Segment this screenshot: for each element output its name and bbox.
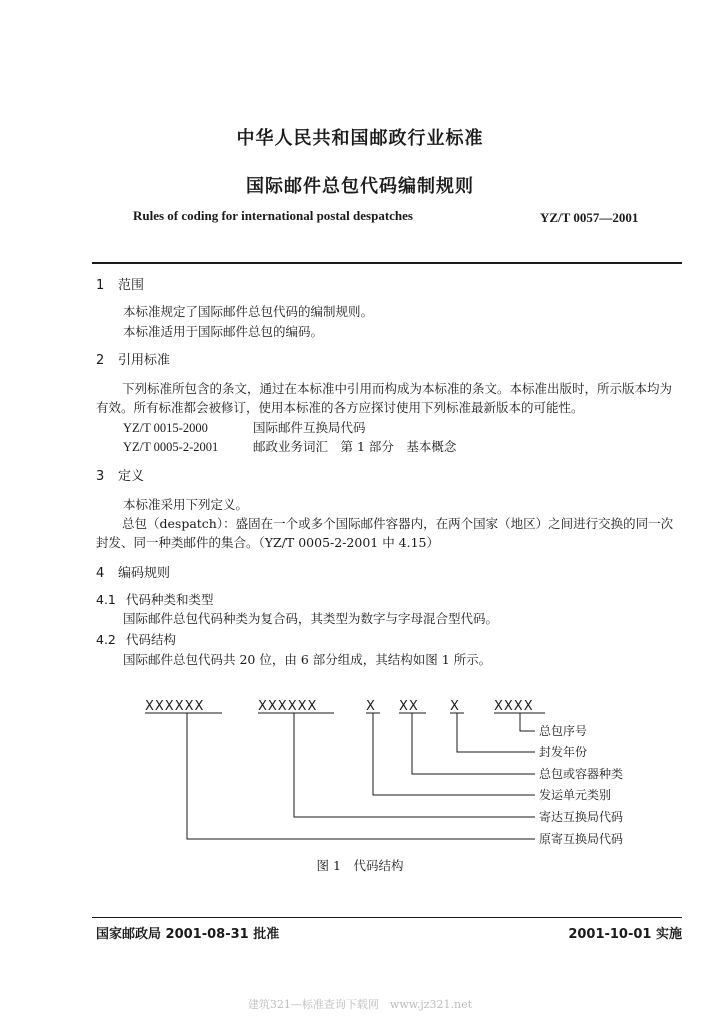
reference-item: [123, 437, 456, 457]
section-4-1-heading: [96, 590, 214, 608]
code-group: XX: [399, 699, 419, 714]
reference-item: [123, 418, 366, 438]
field-label: 发运单元类别: [539, 788, 612, 802]
section-number: 3: [96, 469, 105, 484]
reference-title: 邮政业务词汇 第 1 部分 基本概念: [253, 439, 457, 454]
field-label: 封发年份: [539, 745, 588, 759]
section-1-para-1: 本标准规定了国际邮件总包代码的编制规则。: [123, 304, 374, 319]
section-title: 编码规则: [118, 566, 171, 581]
figure-caption: 图 1 代码结构: [316, 858, 404, 873]
section-number: 1: [96, 278, 105, 293]
section-number: 2: [96, 353, 105, 368]
issuer-heading: 中华人民共和国邮政行业标准: [236, 128, 484, 149]
section-title: 引用标准: [118, 353, 171, 368]
implementation-date: 2001-10-01 实施: [568, 927, 682, 942]
reference-title: 国际邮件互换局代码: [253, 420, 366, 435]
header-rule: [92, 262, 682, 264]
field-label: 总包序号: [539, 724, 588, 738]
section-3-heading: [96, 465, 144, 484]
section-1-heading: [96, 274, 144, 293]
section-4-2-para: 国际邮件总包代码共 20 位，由 6 部分组成，其结构如图 1 所示。: [123, 652, 492, 667]
watermark: 建筑321—标准查询下载网 www.jz321.net: [247, 998, 473, 1011]
section-title: 代码种类和类型: [126, 592, 214, 607]
section-1-para-2: 本标准适用于国际邮件总包的编码。: [123, 324, 324, 339]
field-label: 寄达互换局代码: [539, 810, 624, 824]
leader-line: [187, 713, 535, 839]
section-title: 代码结构: [126, 632, 177, 647]
section-4-1-para: 国际邮件总包代码种类为复合码，其类型为数字与字母混合型代码。: [123, 611, 499, 626]
standard-number: YZ/T 0057—2001: [540, 210, 639, 225]
reference-code: YZ/T 0005-2-2001: [123, 440, 219, 454]
leader-line: [294, 713, 535, 817]
code-group: X: [366, 699, 376, 714]
section-2-heading: [96, 349, 170, 368]
section-4-2-heading: [96, 630, 176, 648]
section-3-para-2: 总包（despatch）：盛固在一个或多个国际邮件容器内，在两个国家（地区）之间进行交换的同一次封发、同一种类邮件的集合。（YZ/T 0005-2-2001 中 4.15）: [96, 516, 674, 550]
section-4-heading: [96, 562, 170, 581]
leader-line: [520, 713, 535, 731]
code-group: XXXX: [494, 699, 534, 714]
section-title: 定义: [118, 469, 145, 484]
code-group: XXXXXX: [145, 699, 205, 714]
section-2-para: 下列标准所包含的条文，通过在本标准中引用而构成为本标准的条文。本标准出版时，所示版本均为有效。所有标准都会被修订，使用本标准的各方应探讨使用下列标准最新版本的可能性。: [96, 381, 673, 415]
section-title: 范围: [118, 278, 145, 293]
leader-line: [412, 713, 535, 774]
section-number: 4.2: [96, 632, 116, 647]
section-number: 4: [96, 566, 105, 581]
code-group: X: [450, 699, 460, 714]
code-group: XXXXXX: [258, 699, 318, 714]
field-label: 总包或容器种类: [539, 767, 624, 781]
approval-date: 国家邮政局 2001-08-31 批准: [96, 927, 280, 942]
section-3-para-1: 本标准采用下列定义。: [123, 497, 249, 512]
footer-rule: [92, 917, 682, 918]
section-number: 4.1: [96, 592, 116, 607]
leader-line: [457, 713, 535, 752]
english-title: Rules of coding for international postal despatches: [133, 208, 413, 223]
leader-line: [373, 713, 535, 795]
code-structure-diagram: [0, 690, 720, 855]
reference-code: YZ/T 0015-2000: [123, 421, 208, 435]
field-label: 原寄互换局代码: [539, 832, 624, 846]
document-title: 国际邮件总包代码编制规则: [246, 176, 474, 197]
